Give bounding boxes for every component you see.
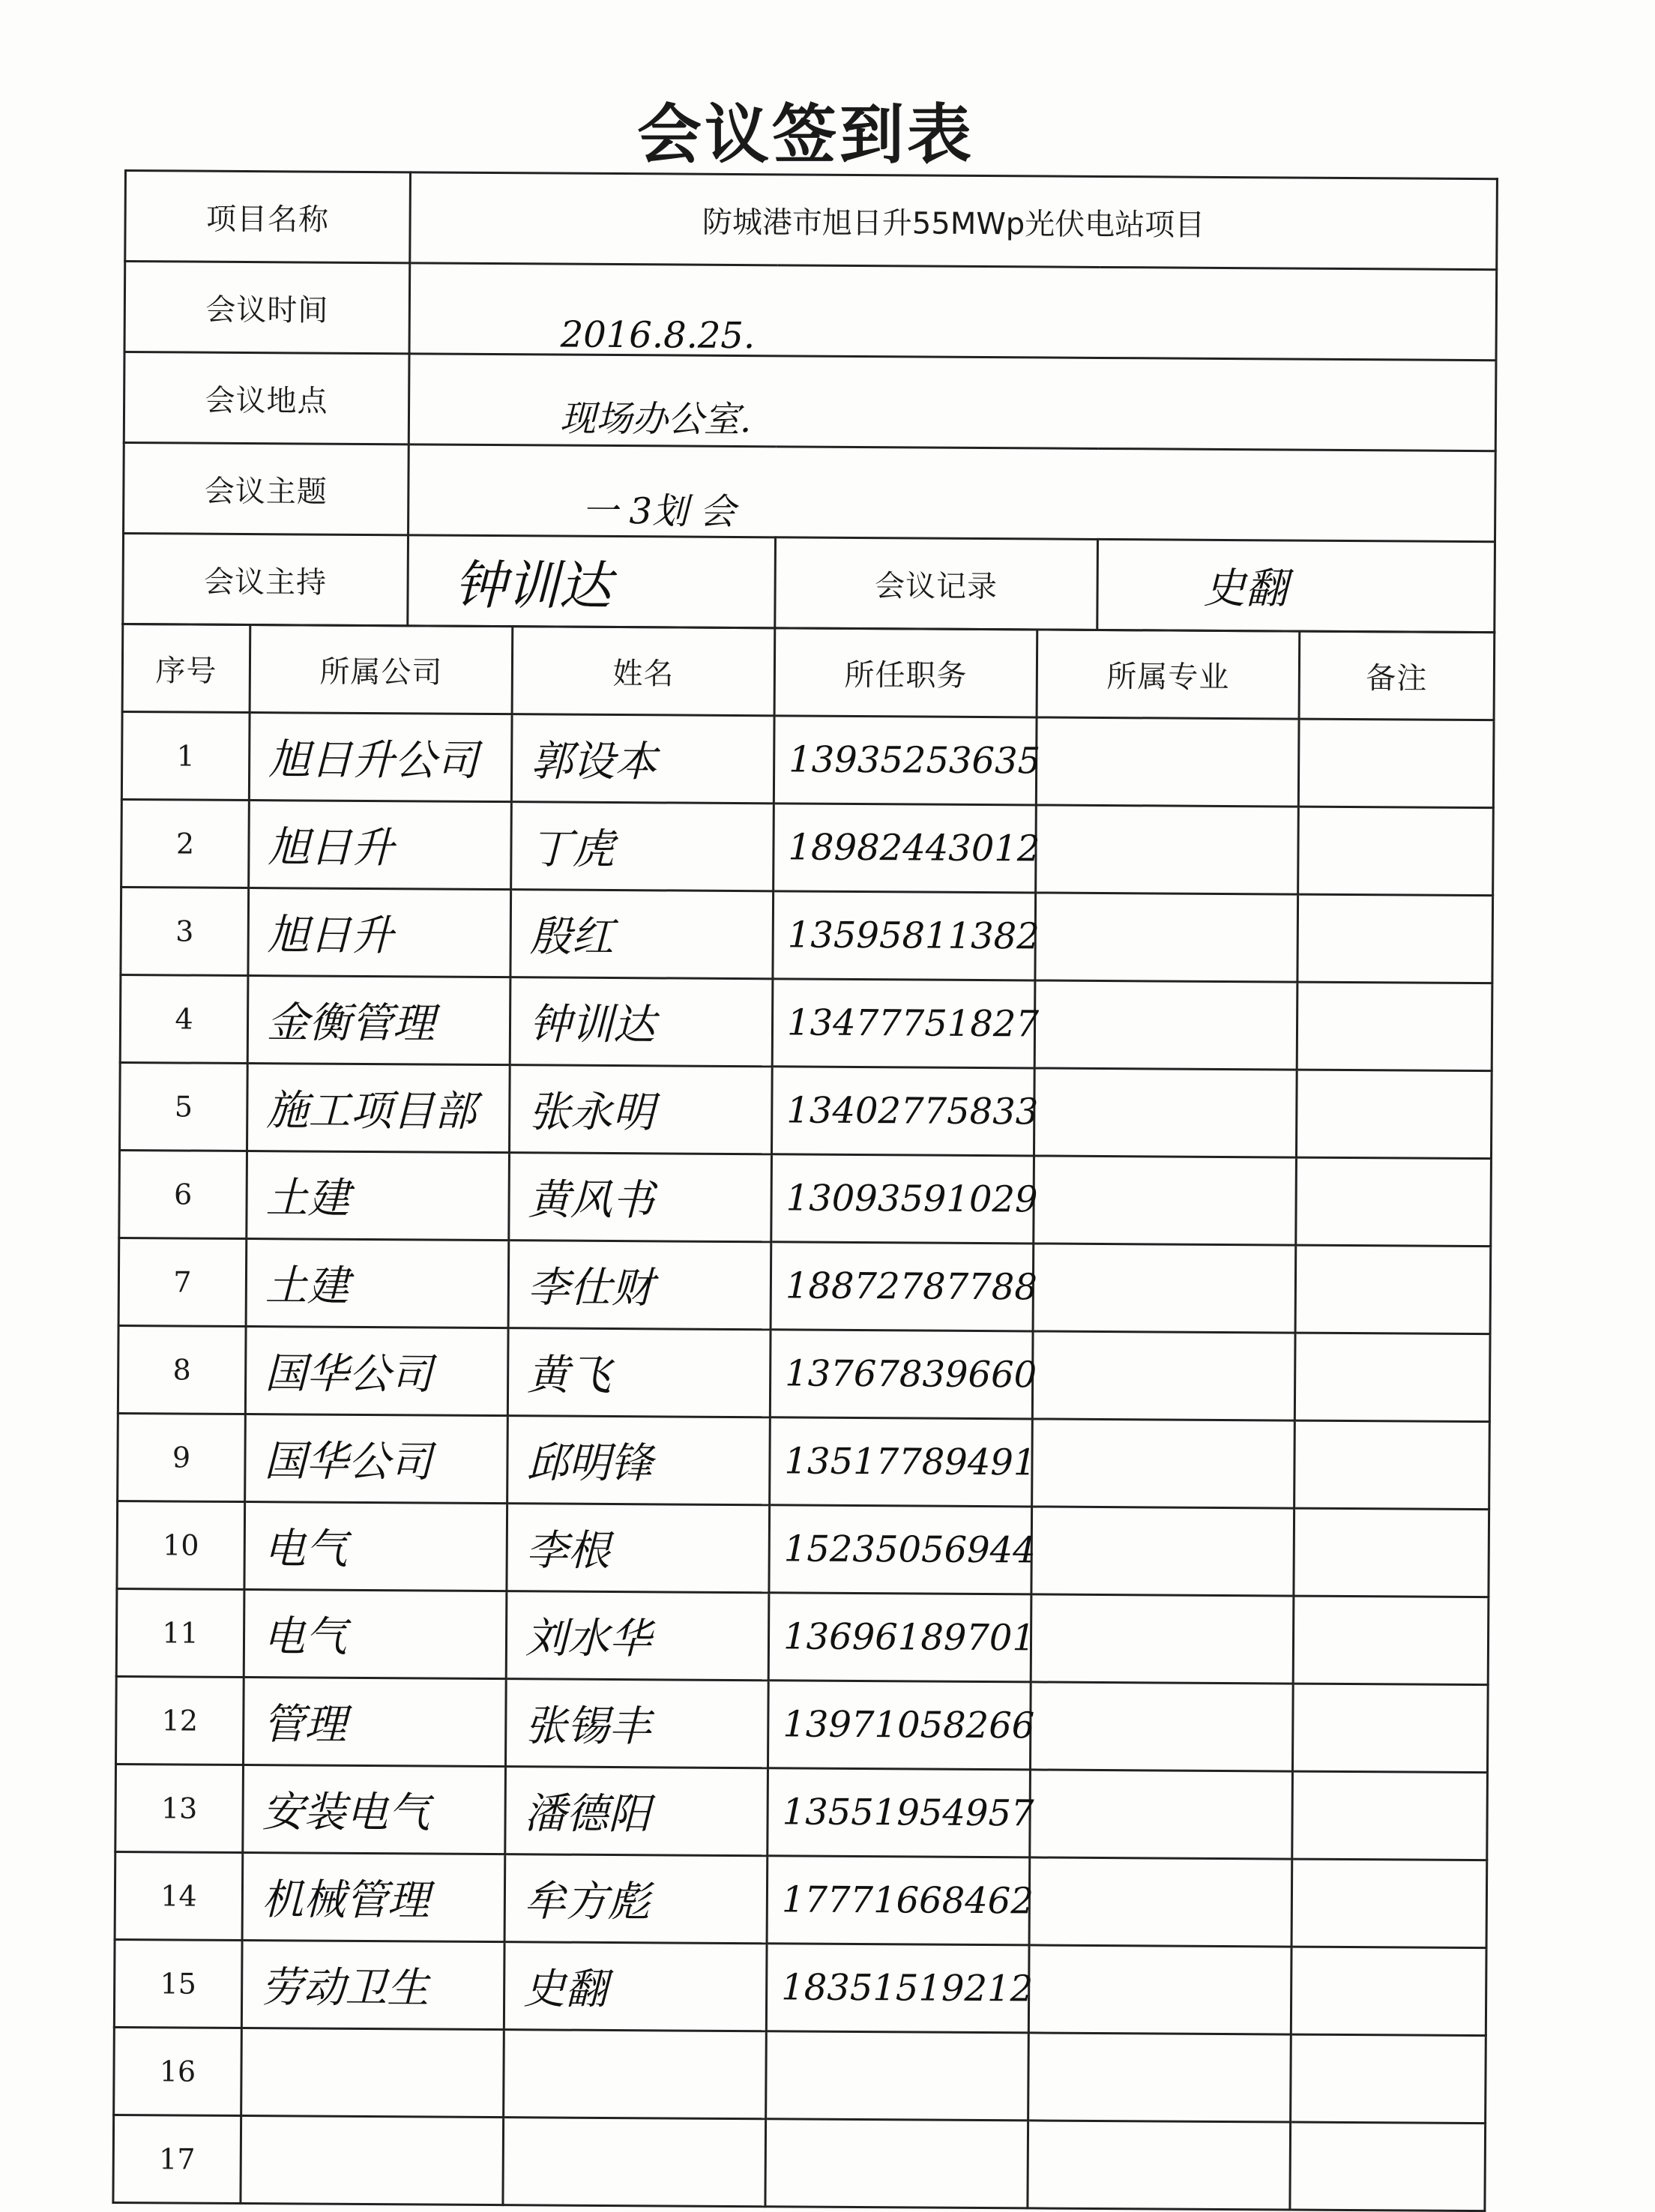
row-note <box>1298 719 1494 808</box>
row-name: 黄风书 <box>509 1153 772 1242</box>
row-name: 邱明锋 <box>507 1416 771 1505</box>
time-label: 会议时间 <box>124 262 410 354</box>
row-number: 9 <box>118 1413 246 1501</box>
row-name <box>503 2118 766 2207</box>
row-company: 金衡管理 <box>247 976 510 1065</box>
row-company: 土建 <box>247 1151 510 1241</box>
row-note <box>1291 1859 1487 1948</box>
attendee-row <box>117 1501 1489 1597</box>
attendee-row <box>118 1325 1490 1421</box>
row-name: 殷红 <box>510 890 774 979</box>
row-note <box>1296 1157 1492 1247</box>
row-job: 13477751827 <box>772 979 1035 1068</box>
row-company: 电气 <box>244 1502 507 1591</box>
row-name: 钟训达 <box>510 977 773 1067</box>
row-name: 张锡丰 <box>505 1679 768 1768</box>
row-job: 15235056944 <box>769 1505 1032 1594</box>
attendee-row <box>120 974 1492 1070</box>
row-note <box>1297 894 1493 983</box>
page-title: 会议签到表 <box>637 97 974 172</box>
row-note <box>1297 982 1492 1071</box>
row-job: 13767839660 <box>770 1330 1033 1419</box>
attendee-row <box>118 1238 1491 1333</box>
row-company: 国华公司 <box>245 1327 508 1416</box>
row-job <box>765 2119 1028 2208</box>
row-name <box>504 2030 767 2119</box>
row-number: 1 <box>121 711 250 800</box>
row-number: 2 <box>121 799 250 887</box>
project-label: 项目名称 <box>125 171 411 263</box>
row-note <box>1292 1771 1488 1860</box>
place-cell <box>409 354 1496 451</box>
time-row <box>124 262 1497 361</box>
row-name: 张永明 <box>509 1065 772 1154</box>
topic-label: 会议主题 <box>124 443 409 535</box>
attendee-row <box>114 1939 1486 2035</box>
row-note <box>1294 1420 1490 1510</box>
row-number: 16 <box>114 2027 242 2115</box>
row-company: 管理 <box>244 1678 507 1767</box>
topic-cell <box>409 444 1496 542</box>
row-note <box>1294 1508 1489 1597</box>
place-row <box>124 352 1496 451</box>
row-note <box>1290 2122 1486 2211</box>
row-note <box>1293 1596 1489 1685</box>
col-header-name: 姓名 <box>512 627 775 716</box>
row-number: 5 <box>120 1062 248 1151</box>
row-name: 牟方彪 <box>504 1854 768 1944</box>
row-major <box>1028 1945 1291 2034</box>
row-name: 丁虎 <box>511 802 774 891</box>
time-cell <box>409 263 1497 361</box>
row-major <box>1036 717 1299 807</box>
row-number: 14 <box>115 1851 243 1940</box>
row-company <box>241 2115 504 2205</box>
row-job <box>766 2031 1029 2121</box>
row-number: 12 <box>116 1676 244 1765</box>
row-job: 13517789491 <box>770 1417 1033 1507</box>
row-number: 13 <box>115 1764 244 1852</box>
sign-in-sheet <box>112 169 1496 2212</box>
host-cell <box>408 535 776 628</box>
row-major <box>1030 1682 1293 1771</box>
row-major <box>1033 1244 1296 1333</box>
col-header-company: 所属公司 <box>250 625 513 714</box>
row-job: 13971058266 <box>768 1681 1031 1770</box>
row-note <box>1291 1947 1486 2036</box>
row-company: 安装电气 <box>243 1765 506 1854</box>
row-company: 土建 <box>246 1239 509 1328</box>
row-major <box>1036 805 1299 894</box>
row-name: 史翻 <box>504 1942 767 2031</box>
row-company: 旭日升公司 <box>249 713 512 802</box>
row-note <box>1295 1245 1491 1334</box>
row-number: 15 <box>114 1939 242 2028</box>
row-major <box>1028 2033 1291 2122</box>
row-number: 8 <box>118 1325 246 1414</box>
row-job: 13093591029 <box>771 1154 1034 1244</box>
recorder-value: 史翻 <box>1203 564 1288 614</box>
row-major <box>1034 1068 1297 1157</box>
row-number: 4 <box>120 974 248 1063</box>
attendee-table <box>112 623 1495 2212</box>
attendee-row <box>120 1062 1492 1158</box>
row-job: 13551954957 <box>768 1768 1031 1857</box>
row-job: 18982443012 <box>774 804 1037 893</box>
attendee-row <box>114 2027 1486 2123</box>
attendee-row <box>121 711 1494 807</box>
row-job: 13696189701 <box>768 1593 1031 1682</box>
attendee-row <box>115 1851 1487 1947</box>
row-major <box>1031 1507 1294 1596</box>
row-job: 13402775833 <box>771 1067 1034 1156</box>
row-major <box>1030 1770 1293 1859</box>
row-job: 17771668462 <box>767 1856 1030 1945</box>
project-value: 防城港市旭日升55MWp光伏电站项目 <box>410 172 1498 270</box>
row-job: 13595811382 <box>773 891 1036 980</box>
row-company: 劳动卫生 <box>241 1941 504 2030</box>
attendee-row <box>118 1413 1490 1509</box>
row-name: 郭设本 <box>511 714 774 804</box>
attendee-row <box>116 1676 1489 1772</box>
row-note <box>1294 1333 1490 1422</box>
row-note <box>1296 1070 1492 1159</box>
host-row <box>123 534 1495 633</box>
row-note <box>1291 2034 1486 2124</box>
row-company: 国华公司 <box>245 1414 508 1504</box>
project-row <box>125 171 1498 270</box>
row-company: 施工项目部 <box>247 1064 510 1153</box>
row-major <box>1028 2121 1291 2210</box>
recorder-label: 会议记录 <box>775 537 1098 630</box>
attendee-row <box>119 1150 1492 1246</box>
row-name: 潘德阳 <box>505 1767 768 1856</box>
row-major <box>1029 1857 1292 1947</box>
row-major <box>1031 1594 1294 1684</box>
row-name: 李根 <box>507 1504 770 1593</box>
attendee-row <box>113 2115 1486 2211</box>
row-company <box>241 2028 504 2118</box>
col-header-major: 所属专业 <box>1037 630 1300 719</box>
meeting-info-table <box>121 169 1498 633</box>
row-company: 旭日升 <box>248 888 511 977</box>
attendee-row <box>116 1588 1489 1684</box>
place-label: 会议地点 <box>124 352 409 444</box>
row-name: 黄飞 <box>507 1328 771 1417</box>
row-number: 7 <box>118 1238 247 1326</box>
host-label: 会议主持 <box>123 534 409 626</box>
row-number: 17 <box>113 2115 241 2203</box>
row-number: 11 <box>116 1588 244 1677</box>
row-name: 李仕财 <box>508 1241 771 1330</box>
host-value: 钟训达 <box>453 554 612 617</box>
row-job: 18872787788 <box>771 1242 1034 1331</box>
col-header-job: 所任职务 <box>774 628 1037 717</box>
col-header-no: 序号 <box>122 624 250 712</box>
row-note <box>1298 807 1494 896</box>
place-value: 现场办公室. <box>559 397 752 441</box>
row-number: 10 <box>117 1501 245 1589</box>
time-value: 2016.8.25. <box>560 313 756 358</box>
row-company: 旭日升 <box>249 801 512 890</box>
row-note <box>1292 1684 1488 1773</box>
attendee-row <box>115 1764 1488 1860</box>
row-major <box>1034 980 1297 1070</box>
row-number: 6 <box>119 1150 247 1238</box>
row-company: 机械管理 <box>242 1853 505 1942</box>
row-company: 电气 <box>244 1590 507 1679</box>
attendee-row <box>121 887 1493 983</box>
row-job: 13935253635 <box>774 716 1037 805</box>
row-job: 18351519212 <box>766 1944 1029 2033</box>
row-major <box>1032 1331 1295 1420</box>
attendee-header-row <box>122 624 1495 720</box>
col-header-note: 备注 <box>1299 631 1495 720</box>
row-name: 刘水华 <box>506 1591 769 1681</box>
recorder-cell <box>1097 539 1495 632</box>
topic-row <box>124 443 1496 542</box>
row-major <box>1034 1156 1297 1245</box>
row-number: 3 <box>121 887 249 975</box>
row-major <box>1035 893 1298 982</box>
topic-value: 一 3划 会 <box>582 489 736 533</box>
attendee-rows <box>113 711 1494 2211</box>
attendee-row <box>121 799 1494 895</box>
row-major <box>1032 1419 1295 1508</box>
